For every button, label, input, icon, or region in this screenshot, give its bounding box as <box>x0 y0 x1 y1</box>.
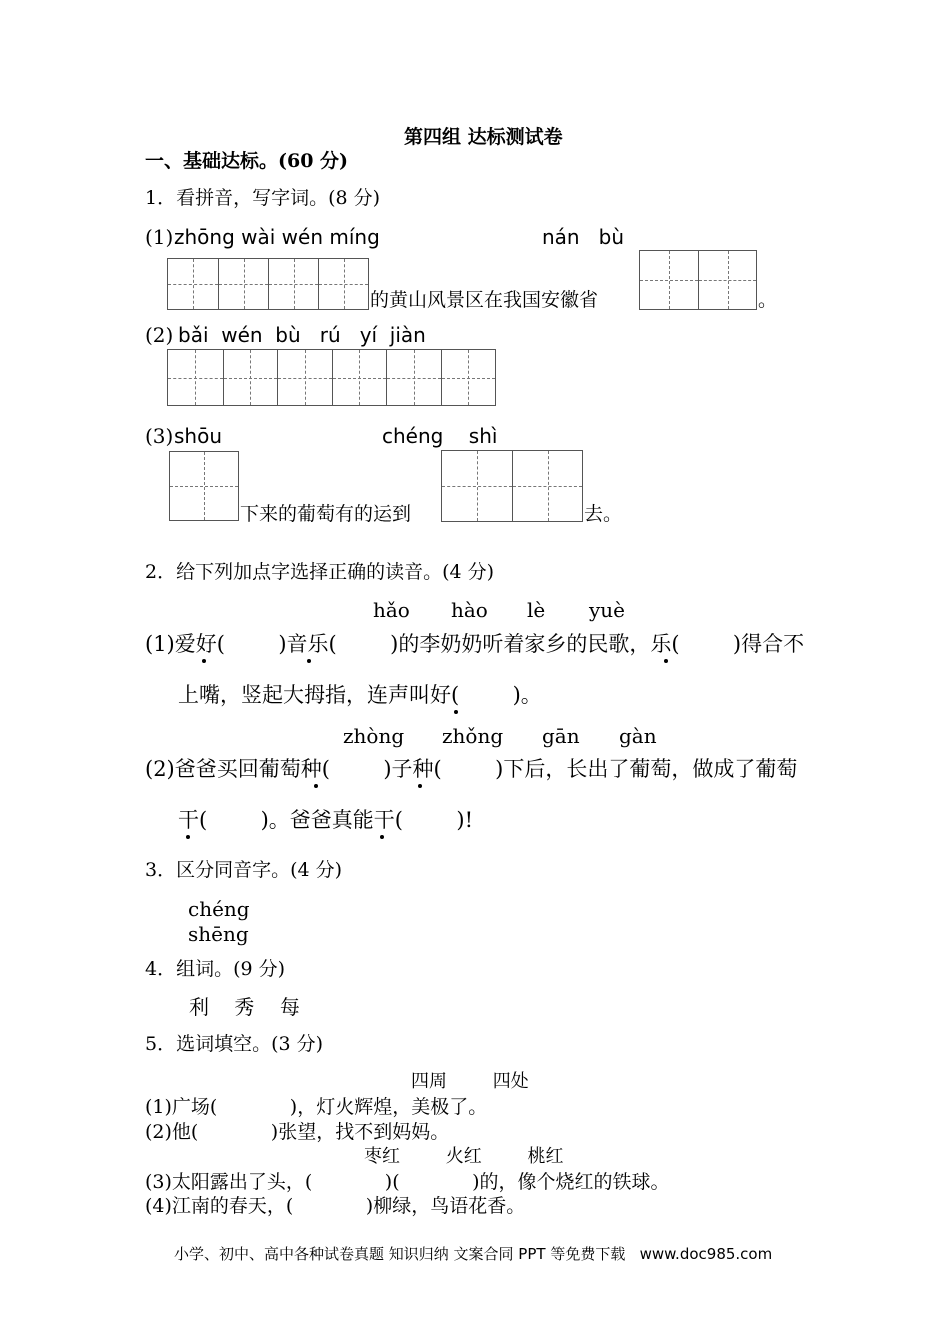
pinyin-option: lè <box>527 598 546 622</box>
pinyin-option: yuè <box>589 598 626 622</box>
pinyin-option: gān <box>542 724 580 748</box>
q1-part1-pinyin: zhōng wài wén míng <box>174 225 380 249</box>
emphasis-dot <box>454 710 458 714</box>
emphasis-dot <box>380 835 384 839</box>
q2-part1-line2: 上嘴，竖起大拇指，连声叫好( )。 <box>178 683 542 707</box>
word-options: 枣红 火红 桃红 <box>364 1146 564 1167</box>
pinyin-item: shēng <box>188 922 249 946</box>
pinyin-item: chéng <box>188 897 250 921</box>
emphasis-dot <box>186 835 190 839</box>
question-3-heading: 3．区分同音字。(4 分) <box>145 859 343 881</box>
emphasis-dot <box>307 659 311 663</box>
q1-part2-label: (2) <box>145 323 174 347</box>
q5-line4: (4)江南的春天，( )柳绿，鸟语花香。 <box>145 1195 526 1217</box>
pinyin-option: gàn <box>619 724 657 748</box>
question-4-heading: 4．组词。(9 分) <box>145 958 286 980</box>
q2-part1-line1: (1)爱好( )音乐( )的李奶奶听着家乡的民歌，乐( )得合不 <box>145 632 805 656</box>
writing-grid[interactable] <box>167 258 369 310</box>
q2-part2-line2: 干( )。爸爸真能干( )! <box>178 808 474 832</box>
emphasis-dot <box>202 659 206 663</box>
emphasis-dot <box>664 659 668 663</box>
pinyin-option: zhǒng <box>442 724 504 748</box>
pinyin-option: hào <box>451 598 488 622</box>
page-footer: 小学、初中、高中各种试卷真题 知识归纳 文案合同 PPT 等免费下载 www.doc985.com <box>174 1245 773 1263</box>
word-options: 四周 四处 <box>411 1071 529 1092</box>
pinyin-option: zhòng <box>343 724 405 748</box>
pinyin-option: hǎo <box>373 598 410 622</box>
q1-part1-label: (1) <box>145 225 174 249</box>
q1-part3-pinyin: shōu <box>174 424 223 448</box>
emphasis-dot <box>314 784 318 788</box>
writing-grid[interactable] <box>441 450 583 522</box>
q5-line3: (3)太阳露出了头，( )( )的，像个烧红的铁球。 <box>145 1171 670 1193</box>
q1-part1-end: 。 <box>758 289 778 311</box>
writing-grid[interactable] <box>169 451 239 521</box>
q5-line2: (2)他( )张望，找不到妈妈。 <box>145 1121 450 1143</box>
q5-line1: (1)广场( )，灯火辉煌，美极了。 <box>145 1096 488 1118</box>
writing-grid[interactable] <box>167 349 496 406</box>
q1-part3-label: (3) <box>145 424 174 448</box>
question-2-heading: 2．给下列加点字选择正确的读音。(4 分) <box>145 561 495 583</box>
writing-grid[interactable] <box>639 250 757 310</box>
question-1-heading: 1．看拼音，写字词。(8 分) <box>145 187 381 209</box>
q1-part1-text: 的黄山风景区在我国安徽省 <box>370 289 599 311</box>
q1-part3-pinyin-2: chéng shì <box>382 424 498 448</box>
emphasis-dot <box>418 784 422 788</box>
q1-part3-end: 去。 <box>584 503 623 525</box>
q1-part3-text: 下来的葡萄有的运到 <box>240 503 412 525</box>
q4-characters: 利 秀 每 <box>189 995 300 1019</box>
page-title: 第四组 达标测试卷 <box>404 126 563 148</box>
q1-part1-pinyin-2: nán bù <box>542 225 625 249</box>
q2-part2-line1: (2)爸爸买回葡萄种( )子种( )下后，长出了葡萄，做成了葡萄 <box>145 757 798 781</box>
q1-part2-pinyin: bǎi wén bù rú yí jiàn <box>178 323 426 347</box>
section-heading: 一、基础达标。(60 分) <box>145 150 349 172</box>
question-5-heading: 5．选词填空。(3 分) <box>145 1033 324 1055</box>
